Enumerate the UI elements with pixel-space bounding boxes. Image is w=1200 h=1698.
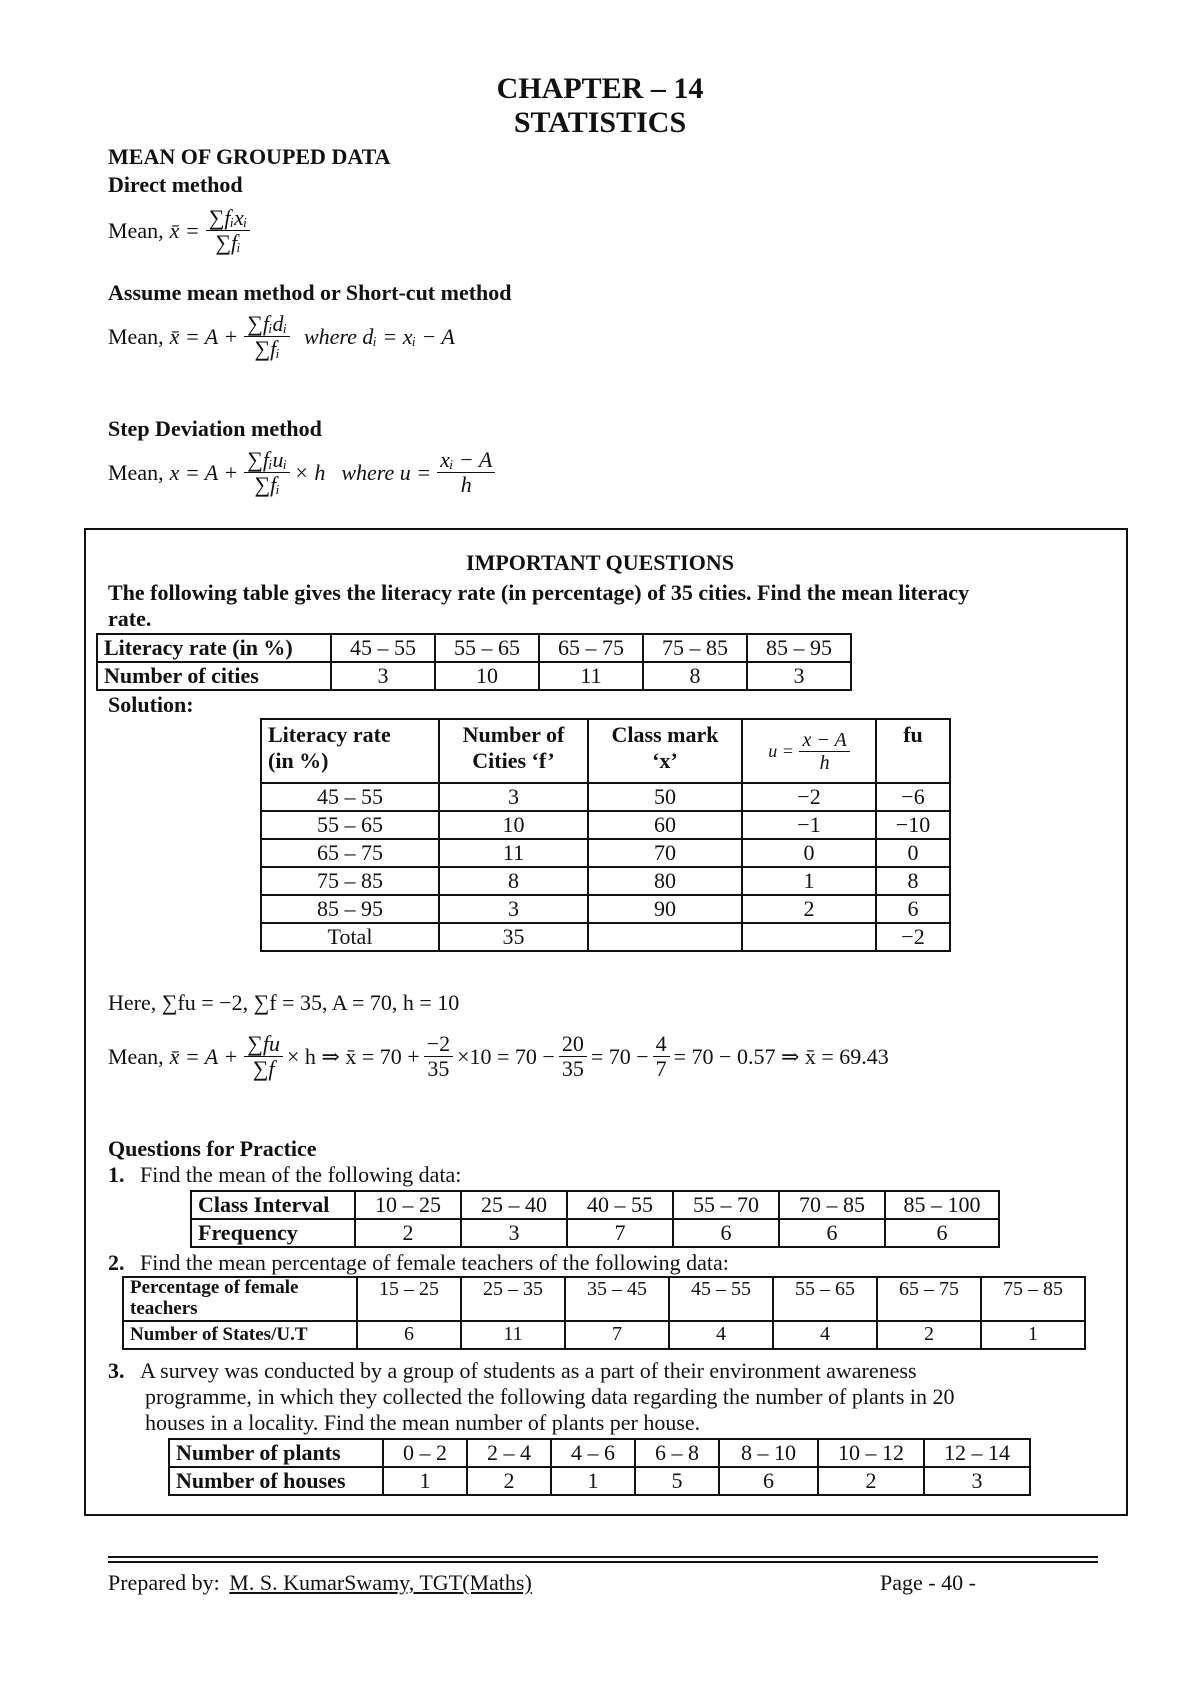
question-line-1: The following table gives the literacy rate (in percentage) of 35 cities. Find the mean literacy: [108, 580, 970, 605]
table-cell: 12 – 14: [924, 1439, 1030, 1467]
xbar-equals: x̄ =: [169, 217, 200, 243]
table-cell: 85 – 95: [747, 634, 851, 662]
mean-label: Mean,: [108, 217, 164, 243]
solution-label: Solution:: [108, 692, 194, 717]
u-denominator: h: [460, 472, 472, 498]
row-label: Number of States/U.T: [123, 1321, 357, 1349]
row-label: Frequency: [191, 1219, 355, 1247]
table-cell: 1: [383, 1467, 467, 1495]
table-cell: 3: [439, 895, 588, 923]
table-cell: 55 – 65: [435, 634, 539, 662]
table-cell: 1: [742, 867, 876, 895]
assumed-numerator: ∑fᵢdᵢ: [244, 312, 290, 337]
row-label: Literacy rate (in %): [97, 634, 331, 662]
table-cell: 10 – 12: [818, 1439, 924, 1467]
header-class-mark: [588, 719, 742, 783]
table-cell: 2: [818, 1467, 924, 1495]
u-header-fraction: [799, 729, 849, 774]
u-header-denominator: h: [819, 751, 830, 774]
table-cell: 6: [673, 1219, 779, 1247]
header-text: Cities ‘f’: [472, 748, 555, 773]
footer-prepared: [108, 1570, 532, 1596]
row-label: Class Interval: [191, 1191, 355, 1219]
table-cell: −2: [742, 783, 876, 811]
table-cell: 7: [567, 1219, 673, 1247]
assumed-mean-formula: [108, 312, 455, 361]
table-cell: 65 – 75: [877, 1277, 981, 1321]
practice-heading: Questions for Practice: [108, 1136, 317, 1161]
table-cell: 0: [742, 839, 876, 867]
header-text: ‘x’: [652, 748, 678, 773]
q1-table: [190, 1190, 1000, 1248]
calc-result: = 70 − 0.57 ⇒ x̄ = 69.43: [673, 1043, 889, 1069]
header-u: [742, 719, 876, 783]
table-cell: 2: [877, 1321, 981, 1349]
table-cell: 8 – 10: [719, 1439, 818, 1467]
table-cell: 2: [467, 1467, 551, 1495]
header-text: Number of: [462, 722, 565, 747]
table-cell: 35 – 45: [565, 1277, 669, 1321]
table-cell: 45 – 55: [331, 634, 435, 662]
table-row: [169, 1467, 1030, 1495]
q2-number: 2.: [108, 1250, 125, 1275]
footer-divider-bottom: [108, 1561, 1098, 1563]
calc-numerator: ∑fu: [244, 1032, 283, 1057]
table-cell: 75 – 85: [643, 634, 747, 662]
table-cell: 3: [331, 662, 435, 690]
table-cell: 11: [461, 1321, 565, 1349]
table-cell: 25 – 35: [461, 1277, 565, 1321]
table-cell: 8: [439, 867, 588, 895]
table-cell: 55 – 65: [261, 811, 439, 839]
table-cell: −6: [876, 783, 950, 811]
table-row: [97, 662, 851, 690]
table-cell: 10 – 25: [355, 1191, 461, 1219]
table-cell: 15 – 25: [357, 1277, 461, 1321]
table-cell: 6: [719, 1467, 818, 1495]
calc-lhs: x̄ = A +: [169, 1043, 239, 1069]
row-label: Number of houses: [169, 1467, 383, 1495]
table-cell: 2: [355, 1219, 461, 1247]
row-label-text: Percentage of female: [130, 1277, 299, 1298]
table-cell: 11: [539, 662, 643, 690]
q3-line-2: programme, in which they collected the following data regarding the number of plants in 20: [145, 1384, 955, 1409]
step-deviation-heading: Step Deviation method: [108, 416, 322, 441]
calc-numerator: −2: [424, 1032, 453, 1057]
table-row: [123, 1277, 1085, 1321]
q3-number: 3.: [108, 1358, 125, 1383]
table-header-row: [261, 719, 950, 783]
table-cell: [742, 923, 876, 951]
table-cell: 7: [565, 1321, 669, 1349]
mean-label: Mean,: [108, 459, 164, 485]
table-cell: 10: [435, 662, 539, 690]
q1-number: 1.: [108, 1162, 125, 1187]
table-cell: −10: [876, 811, 950, 839]
table-cell: 1: [981, 1321, 1085, 1349]
table-cell: 90: [588, 895, 742, 923]
q2-text: Find the mean percentage of female teachers of the following data:: [140, 1250, 729, 1275]
row-label: Number of cities: [97, 662, 331, 690]
header-text: Literacy rate: [268, 722, 391, 747]
table-cell: 25 – 40: [461, 1191, 567, 1219]
step-deviation-formula: [108, 448, 495, 497]
practice-q2: [108, 1250, 729, 1276]
table-cell: 70: [588, 839, 742, 867]
calc-step-1: × h ⇒ x̄ = 70 +: [287, 1043, 420, 1069]
table-cell: 55 – 65: [773, 1277, 877, 1321]
table-cell: 80: [588, 867, 742, 895]
q3-line-1: A survey was conducted by a group of students as a part of their environment awareness: [140, 1358, 917, 1383]
header-text: (in %): [268, 748, 329, 773]
assumed-mean-heading: Assume mean method or Short-cut method: [108, 280, 512, 305]
table-cell: 6: [885, 1219, 999, 1247]
assumed-denominator: ∑fᵢ: [254, 336, 280, 362]
footer-divider-top: [108, 1556, 1098, 1558]
table-cell: 3: [747, 662, 851, 690]
table-cell: 55 – 70: [673, 1191, 779, 1219]
total-f: 35: [439, 923, 588, 951]
table-cell: 65 – 75: [539, 634, 643, 662]
solution-table: [260, 718, 951, 952]
chapter-title: CHAPTER – 14: [496, 72, 704, 105]
x-equals-a: x = A +: [169, 459, 239, 485]
calc-numerator: 4: [653, 1032, 670, 1057]
calc-fraction-1: [244, 1032, 283, 1081]
u-lhs: u =: [768, 740, 794, 761]
table-cell: 0: [876, 839, 950, 867]
direct-fraction: [206, 206, 251, 255]
table-cell: 11: [439, 839, 588, 867]
table-cell: 6: [876, 895, 950, 923]
table-row: [97, 634, 851, 662]
chapter-subtitle: STATISTICS: [513, 106, 687, 139]
xbar-equals-a: x̄ = A +: [169, 323, 239, 349]
calc-denominator: ∑f: [252, 1056, 275, 1082]
row-label: Number of plants: [169, 1439, 383, 1467]
practice-q3: [108, 1358, 1108, 1384]
q3-table: [168, 1438, 1031, 1496]
table-cell: 75 – 85: [981, 1277, 1085, 1321]
table-cell: 6: [357, 1321, 461, 1349]
mean-grouped-heading: MEAN OF GROUPED DATA: [108, 144, 391, 169]
table-total-row: [261, 923, 950, 951]
table-cell: 3: [439, 783, 588, 811]
mean-label: Mean,: [108, 1043, 164, 1069]
table-cell: [588, 923, 742, 951]
table-cell: 1: [551, 1467, 635, 1495]
table-cell: 70 – 85: [779, 1191, 885, 1219]
assumed-fraction: [244, 312, 290, 361]
row-label-text: teachers: [130, 1297, 198, 1319]
calc-denominator: 35: [561, 1056, 584, 1082]
calc-numerator: 20: [559, 1032, 587, 1057]
table-cell: 40 – 55: [567, 1191, 673, 1219]
table-cell: 45 – 55: [669, 1277, 773, 1321]
here-line: Here, ∑fu = −2, ∑f = 35, A = 70, h = 10: [108, 990, 460, 1015]
table-row: [261, 811, 950, 839]
calc-denominator: 35: [427, 1056, 450, 1082]
u-fraction: [437, 448, 495, 497]
table-cell: −1: [742, 811, 876, 839]
table-row: [191, 1191, 999, 1219]
question-line-2: rate.: [108, 606, 152, 631]
table-cell: 5: [635, 1467, 719, 1495]
direct-denominator: ∑fᵢ: [215, 230, 241, 256]
total-fu: −2: [876, 923, 950, 951]
header-number-cities: [439, 719, 588, 783]
table-cell: 4: [669, 1321, 773, 1349]
table-row: [261, 895, 950, 923]
table-cell: 4 – 6: [551, 1439, 635, 1467]
assumed-where: where dᵢ = xᵢ − A: [303, 323, 455, 349]
table-row: [261, 783, 950, 811]
header-text: Class mark: [611, 722, 719, 747]
table-cell: 6: [779, 1219, 885, 1247]
table-row: [169, 1439, 1030, 1467]
table-cell: 85 – 100: [885, 1191, 999, 1219]
table-cell: 3: [924, 1467, 1030, 1495]
total-label: Total: [261, 923, 439, 951]
table-cell: 6 – 8: [635, 1439, 719, 1467]
header-literacy: [261, 719, 439, 783]
table-row: [261, 839, 950, 867]
q1-text: Find the mean of the following data:: [140, 1162, 462, 1187]
step-numerator: ∑fᵢuᵢ: [244, 448, 290, 473]
table-cell: 65 – 75: [261, 839, 439, 867]
mean-label: Mean,: [108, 323, 164, 349]
row-label: [123, 1277, 357, 1321]
header-fu: fu: [876, 719, 950, 783]
calc-fraction-2: [424, 1032, 453, 1081]
table-cell: 60: [588, 811, 742, 839]
practice-q1: [108, 1162, 461, 1188]
important-heading: IMPORTANT QUESTIONS: [466, 550, 734, 575]
u-numerator: xᵢ − A: [437, 448, 495, 473]
table-cell: 2: [742, 895, 876, 923]
table-row: [261, 867, 950, 895]
calc-step-2: ×10 = 70 −: [457, 1043, 555, 1069]
step-fraction: [244, 448, 290, 497]
table-cell: 8: [876, 867, 950, 895]
direct-method-heading: Direct method: [108, 172, 243, 197]
table-cell: 3: [461, 1219, 567, 1247]
u-header-numerator: x − A: [799, 729, 849, 752]
step-where: where u =: [341, 459, 432, 485]
direct-numerator: ∑fᵢxᵢ: [206, 206, 251, 231]
calc-fraction-4: [653, 1032, 670, 1081]
q2-table: [122, 1276, 1086, 1350]
mean-calculation: [108, 1032, 893, 1081]
page-number: Page - 40 -: [880, 1570, 976, 1595]
table-cell: 75 – 85: [261, 867, 439, 895]
direct-method-formula: [108, 206, 250, 255]
table-cell: 10: [439, 811, 588, 839]
calc-step-3: = 70 −: [590, 1043, 649, 1069]
table-row: [191, 1219, 999, 1247]
table-cell: 50: [588, 783, 742, 811]
table-cell: 2 – 4: [467, 1439, 551, 1467]
table-cell: 45 – 55: [261, 783, 439, 811]
q3-line-3: houses in a locality. Find the mean number of plants per house.: [145, 1410, 701, 1435]
step-times-h: × h: [293, 459, 326, 485]
literacy-data-table: [96, 633, 852, 691]
calc-fraction-3: [559, 1032, 587, 1081]
prepared-label: Prepared by:: [108, 1570, 220, 1595]
step-denominator: ∑fᵢ: [254, 472, 280, 498]
table-cell: 0 – 2: [383, 1439, 467, 1467]
table-cell: 8: [643, 662, 747, 690]
table-row: [123, 1321, 1085, 1349]
table-cell: 4: [773, 1321, 877, 1349]
calc-denominator: 7: [655, 1056, 667, 1082]
table-cell: 85 – 95: [261, 895, 439, 923]
author-name: M. S. KumarSwamy, TGT(Maths): [229, 1570, 532, 1595]
